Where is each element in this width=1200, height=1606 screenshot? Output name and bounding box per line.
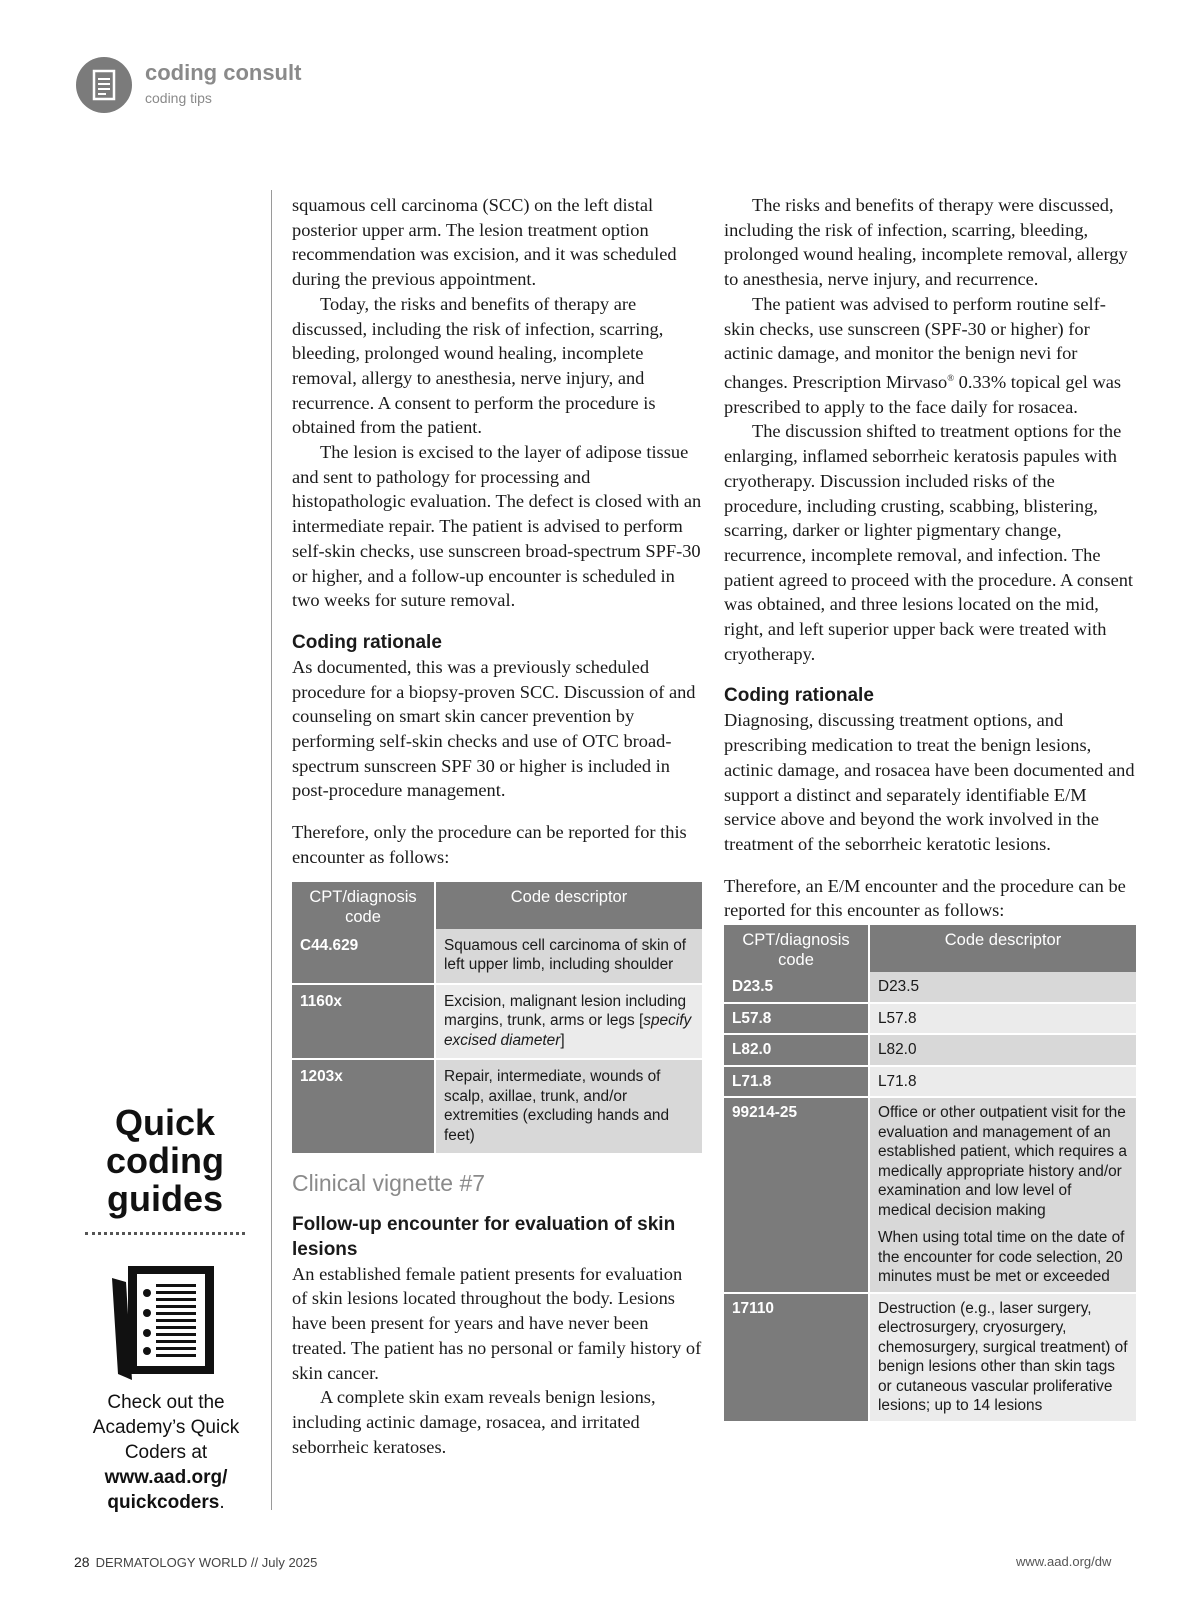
code-table-procedure [292, 882, 702, 1156]
section-icon [76, 57, 132, 113]
sidebar-dotted-rule [85, 1232, 245, 1235]
table-row [724, 972, 1136, 1003]
paragraph: Therefore, only the procedure can be reported for this encounter as follows: [292, 822, 687, 867]
descriptor-cell: Excision, malignant lesion including margins, trunk, arms or legs [specify excised diameter] [435, 984, 702, 1060]
code-cell: 1160x [292, 984, 435, 1060]
code-cell: L71.8 [724, 1066, 869, 1098]
paragraph: An established female patient presents for evaluation of skin lesions located throughout the body. Lesions have been present for years and have never been treated. The patient has no personal or family history of skin cancer. [292, 1263, 702, 1383]
footer-left [74, 1554, 317, 1570]
checklist-icon [110, 1262, 220, 1389]
quickcoders-link[interactable]: www.aad.org/ quickcoders [104, 1467, 228, 1513]
vignette-title: Clinical vignette #7 [292, 1170, 486, 1197]
article-column-2 [724, 193, 1136, 1423]
table-row [724, 1293, 1136, 1422]
code-cell: 1203x [292, 1059, 435, 1154]
paragraph: Diagnosing, discussing treatment options, and prescribing medication to treat the benign lesions, actinic damage, and rosacea have been documented and support a distinct and separately identifiable E/M service above and beyond the work involved in the treatment of the seborrheic keratotic lesions. [724, 710, 1135, 854]
code-cell: C44.629 [292, 929, 435, 984]
code-cell: L82.0 [724, 1034, 869, 1066]
document-icon [89, 68, 119, 102]
table-row [724, 1097, 1136, 1293]
column-header: Code descriptor [435, 882, 702, 929]
column-header: Code descriptor [869, 925, 1136, 972]
paragraph: Therefore, an E/M encounter and the procedure can be reported for this encounter as follows: [724, 875, 1126, 921]
descriptor-cell: Destruction (e.g., laser surgery, electrosurgery, cryosurgery, chemosurgery, surgical treatment) of benign lesions other than skin tags or cutaneous vascular proliferative lesions; up to 14 lesions [869, 1293, 1136, 1422]
section-title: coding consult [145, 60, 302, 85]
paragraph: The patient was advised to perform routine self-skin checks, use sunscreen (SPF-30 or higher) for actinic damage, and monitor the benign nevi for changes. Prescription Mirvaso® 0.33% topical gel was prescribed to apply to the face daily for rosacea. [724, 293, 1122, 417]
page-number: 28 [74, 1554, 90, 1570]
coding-rationale-heading: Coding rationale [724, 685, 874, 707]
code-cell: L57.8 [724, 1003, 869, 1035]
vignette-subhead: Follow-up encounter for evaluation of skin lesions [292, 1213, 676, 1260]
paragraph: The lesion is excised to the layer of adipose tissue and sent to pathology for processing and histopathologic evaluation. The defect is closed with an intermediate repair. The patient is advised to perform self-skin checks, use sunscreen broad-spectrum SPF-30 or higher, and a follow-up encounter is scheduled in two weeks for suture removal. [292, 442, 702, 611]
descriptor-cell: L82.0 [869, 1034, 1136, 1066]
paragraph: Today, the risks and benefits of therapy are discussed, including the risk of infection, scarring, bleeding, prolonged wound healing, incomplete removal, allergy to anesthesia, nerve injury, and recurrence. A consent to perform the procedure is obtained from the patient. [292, 293, 664, 438]
table-row [292, 929, 702, 984]
table-row [292, 984, 702, 1060]
paragraph: squamous cell carcinoma (SCC) on the left distal posterior upper arm. The lesion treatment option recommendation was excision, and it was scheduled during the previous appointment. [292, 195, 677, 290]
table-row [292, 1059, 702, 1154]
paragraph: The risks and benefits of therapy were discussed, including the risk of infection, scarring, bleeding, prolonged wound healing, incomplete removal, allergy to anesthesia, nerve injury, and recurrence. [724, 195, 1128, 290]
descriptor-cell: Repair, intermediate, wounds of scalp, axillae, trunk, and/or extremities (excluding hands and feet) [435, 1059, 702, 1154]
descriptor-cell: L71.8 [869, 1066, 1136, 1098]
column-divider [271, 190, 272, 1510]
sidebar-text: Check out the Academy’s Quick Coders at www.aad.org/ quickcoders. [92, 1392, 240, 1513]
table-row [724, 1066, 1136, 1098]
descriptor-cell: D23.5 [869, 972, 1136, 1003]
publication-info: DERMATOLOGY WORLD // July 2025 [95, 1555, 318, 1570]
footer-url[interactable]: www.aad.org/dw [1016, 1554, 1112, 1569]
table-row [724, 1003, 1136, 1035]
table-row [724, 1034, 1136, 1066]
paragraph: The discussion shifted to treatment options for the enlarging, inflamed seborrheic keratosis papules with cryotherapy. Discussion included risks of the procedure, including crusting, scabbing, blistering, scarring, darker or lighter pigmentary change, recurrence, incomplete removal, and infection. The patient agreed to proceed with the procedure. A consent was obtained, and three lesions located on the mid, right, and left superior upper back were treated with cryotherapy. [724, 421, 1134, 664]
code-cell: 17110 [724, 1293, 869, 1422]
code-table-em [724, 925, 1136, 1423]
section-subtitle: coding tips [145, 90, 212, 106]
sidebar-heading: Quick coding guides [106, 1102, 224, 1219]
descriptor-cell: Office or other outpatient visit for the evaluation and management of an established patient, which requires a medically appropriate history and/or examination and low level of medical decision making When using total time on the date of the encounter for code selection, 20 minutes must be met or exceeded [869, 1097, 1136, 1293]
descriptor-cell: L57.8 [869, 1003, 1136, 1035]
column-header: CPT/diagnosis code [724, 925, 869, 972]
paragraph: A complete skin exam reveals benign lesions, including actinic damage, rosacea, and irritated seborrheic keratoses. [292, 1387, 656, 1457]
descriptor-cell: Squamous cell carcinoma of skin of left upper limb, including shoulder [435, 929, 702, 984]
code-cell: D23.5 [724, 972, 869, 1003]
code-cell: 99214-25 [724, 1097, 869, 1293]
coding-rationale-heading: Coding rationale [292, 631, 442, 653]
article-column-1 [292, 193, 702, 1459]
paragraph: As documented, this was a previously scheduled procedure for a biopsy-proven SCC. Discussion of and counseling on smart skin cancer prevention by performing self-skin checks and use of OTC broad-spectrum sunscreen SPF 30 or higher is included in post-procedure management. [292, 656, 696, 801]
column-header: CPT/diagnosis code [292, 882, 435, 929]
